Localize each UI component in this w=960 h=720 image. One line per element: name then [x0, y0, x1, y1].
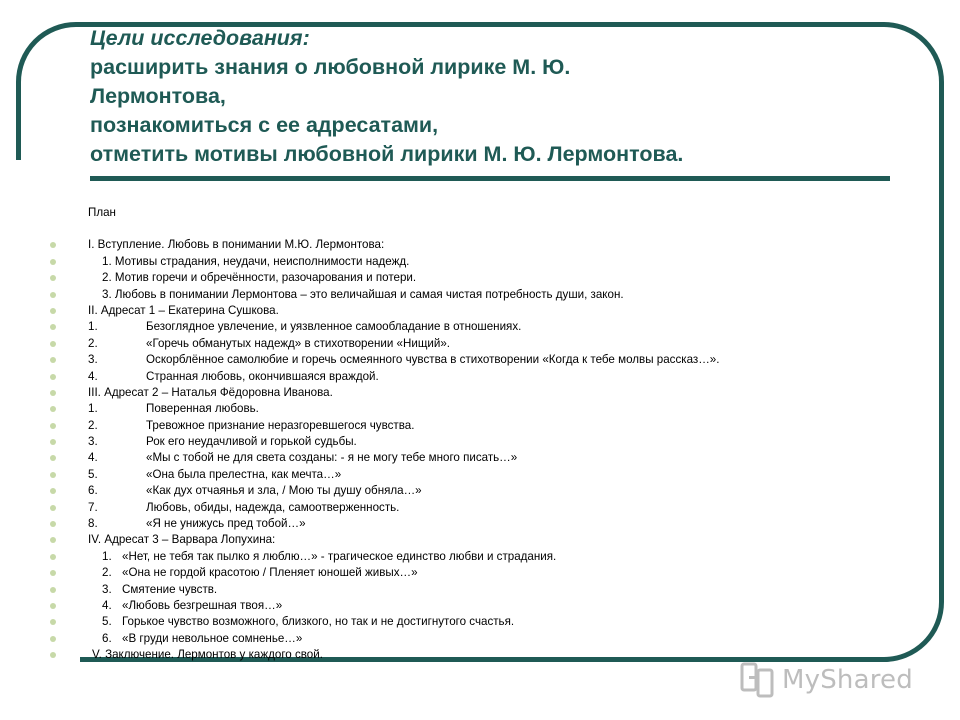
list-item [50, 352, 910, 368]
title-underline [90, 176, 890, 181]
title-line: Лермонтова, [90, 84, 226, 108]
list-item-number: 4. [88, 451, 98, 465]
bullet-dot [50, 488, 56, 494]
bullet-dot [50, 390, 56, 396]
list-item-text: «Любовь безгрешная твоя…» [122, 598, 283, 612]
bullet-dot [50, 259, 56, 265]
list-item-text: Странная любовь, окончившаяся враждой. [146, 369, 379, 383]
list-item-number: 5. [102, 615, 112, 629]
list-item-text: V. Заключение. Лермонтов у каждого свой. [92, 648, 323, 662]
bullet-dot [50, 439, 56, 445]
bullet-dot [50, 554, 56, 560]
list-item-text: «Она не гордой красотою / Пленяет юношей живых…» [122, 566, 418, 580]
list-item [50, 254, 910, 270]
title-line: отметить мотивы любовной лирики М. Ю. Лермонтова. [90, 142, 684, 166]
bullet-dot [50, 603, 56, 609]
list-item-number: 1. [102, 549, 112, 563]
plan-label: План [88, 206, 116, 219]
list-item-text: «Горечь обманутых надежд» в стихотворении «Нищий». [146, 336, 450, 350]
list-item-text: Тревожное признание неразгоревшегося чувства. [146, 418, 415, 432]
title-line: расширить знания о любовной лирике М. Ю. [90, 55, 571, 79]
list-item-number: 6. [102, 631, 112, 645]
plan-label-row [50, 205, 910, 221]
list-item [50, 401, 910, 417]
bullet-dot [50, 308, 56, 314]
bullet-dot [50, 341, 56, 347]
bullet-dot [50, 472, 56, 478]
list-item-number: 3. [102, 582, 112, 596]
list-item-number: 4. [102, 598, 112, 612]
list-item [50, 631, 910, 647]
list-item-number: 1. [88, 402, 98, 416]
list-item [50, 500, 910, 516]
list-item [50, 270, 910, 286]
list-item-number: 7. [88, 500, 98, 514]
bullet-dot [50, 636, 56, 642]
list-item [50, 582, 910, 598]
list-item-number: 2. [88, 336, 98, 350]
bullet-dot [50, 406, 56, 412]
list-item-number: 2. [88, 418, 98, 432]
list-item [50, 516, 910, 532]
list-item-text: «В груди невольное сомненье…» [122, 631, 303, 645]
list-item-text: IV. Адресат 3 – Варвара Лопухина: [88, 533, 276, 547]
list-item-text: «Она была прелестна, как мечта…» [146, 467, 342, 481]
list-item-number: 3. [88, 435, 98, 449]
bullet-dot [50, 374, 56, 380]
list-item-text: Безоглядное увлечение, и уязвленное самообладание в отношениях. [146, 320, 522, 334]
bullet-dot [50, 423, 56, 429]
list-item [50, 549, 910, 565]
list-item [50, 418, 910, 434]
list-item [50, 614, 910, 630]
list-item-text: «Нет, не тебя так пылко я люблю…» - трагическое единство любви и страдания. [122, 549, 557, 563]
bullet-dot [50, 292, 56, 298]
bullet-dot [50, 652, 56, 658]
list-item [50, 369, 910, 385]
list-item [50, 434, 910, 450]
list-item-text: III. Адресат 2 – Наталья Фёдоровна Иванова. [88, 385, 333, 399]
list-item-text: «Как дух отчаянья и зла, / Мою ты душу обняла…» [146, 484, 422, 498]
plan-list [50, 205, 910, 664]
list-item-text: «Я не унижусь пред тобой…» [146, 517, 306, 531]
list-item-number: 1. [88, 320, 98, 334]
bullet-dot [50, 357, 56, 363]
bullet-dot [50, 537, 56, 543]
list-item-text: Оскорблённое самолюбие и горечь осмеянного чувства в стихотворении «Когда к тебе молвы рассказ…». [146, 353, 720, 367]
list-item [50, 287, 910, 303]
list-item-text: Рок его неудачливой и горькой судьбы. [146, 435, 357, 449]
list-item-text: 2. Мотив горечи и обречённости, разочарования и потери. [102, 271, 417, 285]
list-item [50, 319, 910, 335]
list-item [50, 483, 910, 499]
list-item-text: Горькое чувство возможного, близкого, но так и не достигнутого счастья. [122, 615, 515, 629]
watermark-text: MyShared [782, 665, 913, 695]
list-item [50, 385, 910, 401]
list-item-number: 8. [88, 517, 98, 531]
bullet-dot [50, 619, 56, 625]
bullet-dot [50, 242, 56, 248]
list-item-number: 2. [102, 566, 112, 580]
list-item-number: 4. [88, 369, 98, 383]
list-item-text: 3. Любовь в понимании Лермонтова – это величайшая и самая чистая потребность души, закон. [102, 287, 624, 301]
list-item-number: 3. [88, 353, 98, 367]
list-item-text: 1. Мотивы страдания, неудачи, неисполнимости надежд. [102, 254, 410, 268]
list-item [50, 450, 910, 466]
list-item [50, 467, 910, 483]
title-heading: Цели исследования: [90, 26, 310, 50]
list-item-number: 5. [88, 467, 98, 481]
list-item [50, 598, 910, 614]
list-item [50, 532, 910, 548]
bullet-dot [50, 455, 56, 461]
list-item [50, 336, 910, 352]
list-item [50, 565, 910, 581]
myshared-logo-icon [740, 660, 774, 700]
list-item-text: Любовь, обиды, надежда, самоотверженность. [146, 500, 400, 514]
list-item-text: Смятение чувств. [122, 582, 218, 596]
bullet-dot [50, 587, 56, 593]
bullet-dot [50, 505, 56, 511]
bullet-dot [50, 275, 56, 281]
list-item-text: Поверенная любовь. [146, 402, 259, 416]
title-line: познакомиться с ее адресатами, [90, 113, 439, 137]
slide-title [90, 24, 910, 169]
list-item-text: II. Адресат 1 – Екатерина Сушкова. [88, 303, 279, 317]
bullet-dot [50, 570, 56, 576]
bullet-dot [50, 521, 56, 527]
list-item [50, 303, 910, 319]
list-item-text: I. Вступление. Любовь в понимании М.Ю. Лермонтова: [88, 238, 385, 252]
list-item-number: 6. [88, 484, 98, 498]
bullet-dot [50, 324, 56, 330]
list-item [50, 237, 910, 253]
watermark [740, 654, 940, 706]
bullet-dot [50, 210, 56, 216]
list-item-text: «Мы с тобой не для света созданы: - я не могу тебе много писать…» [146, 451, 518, 465]
